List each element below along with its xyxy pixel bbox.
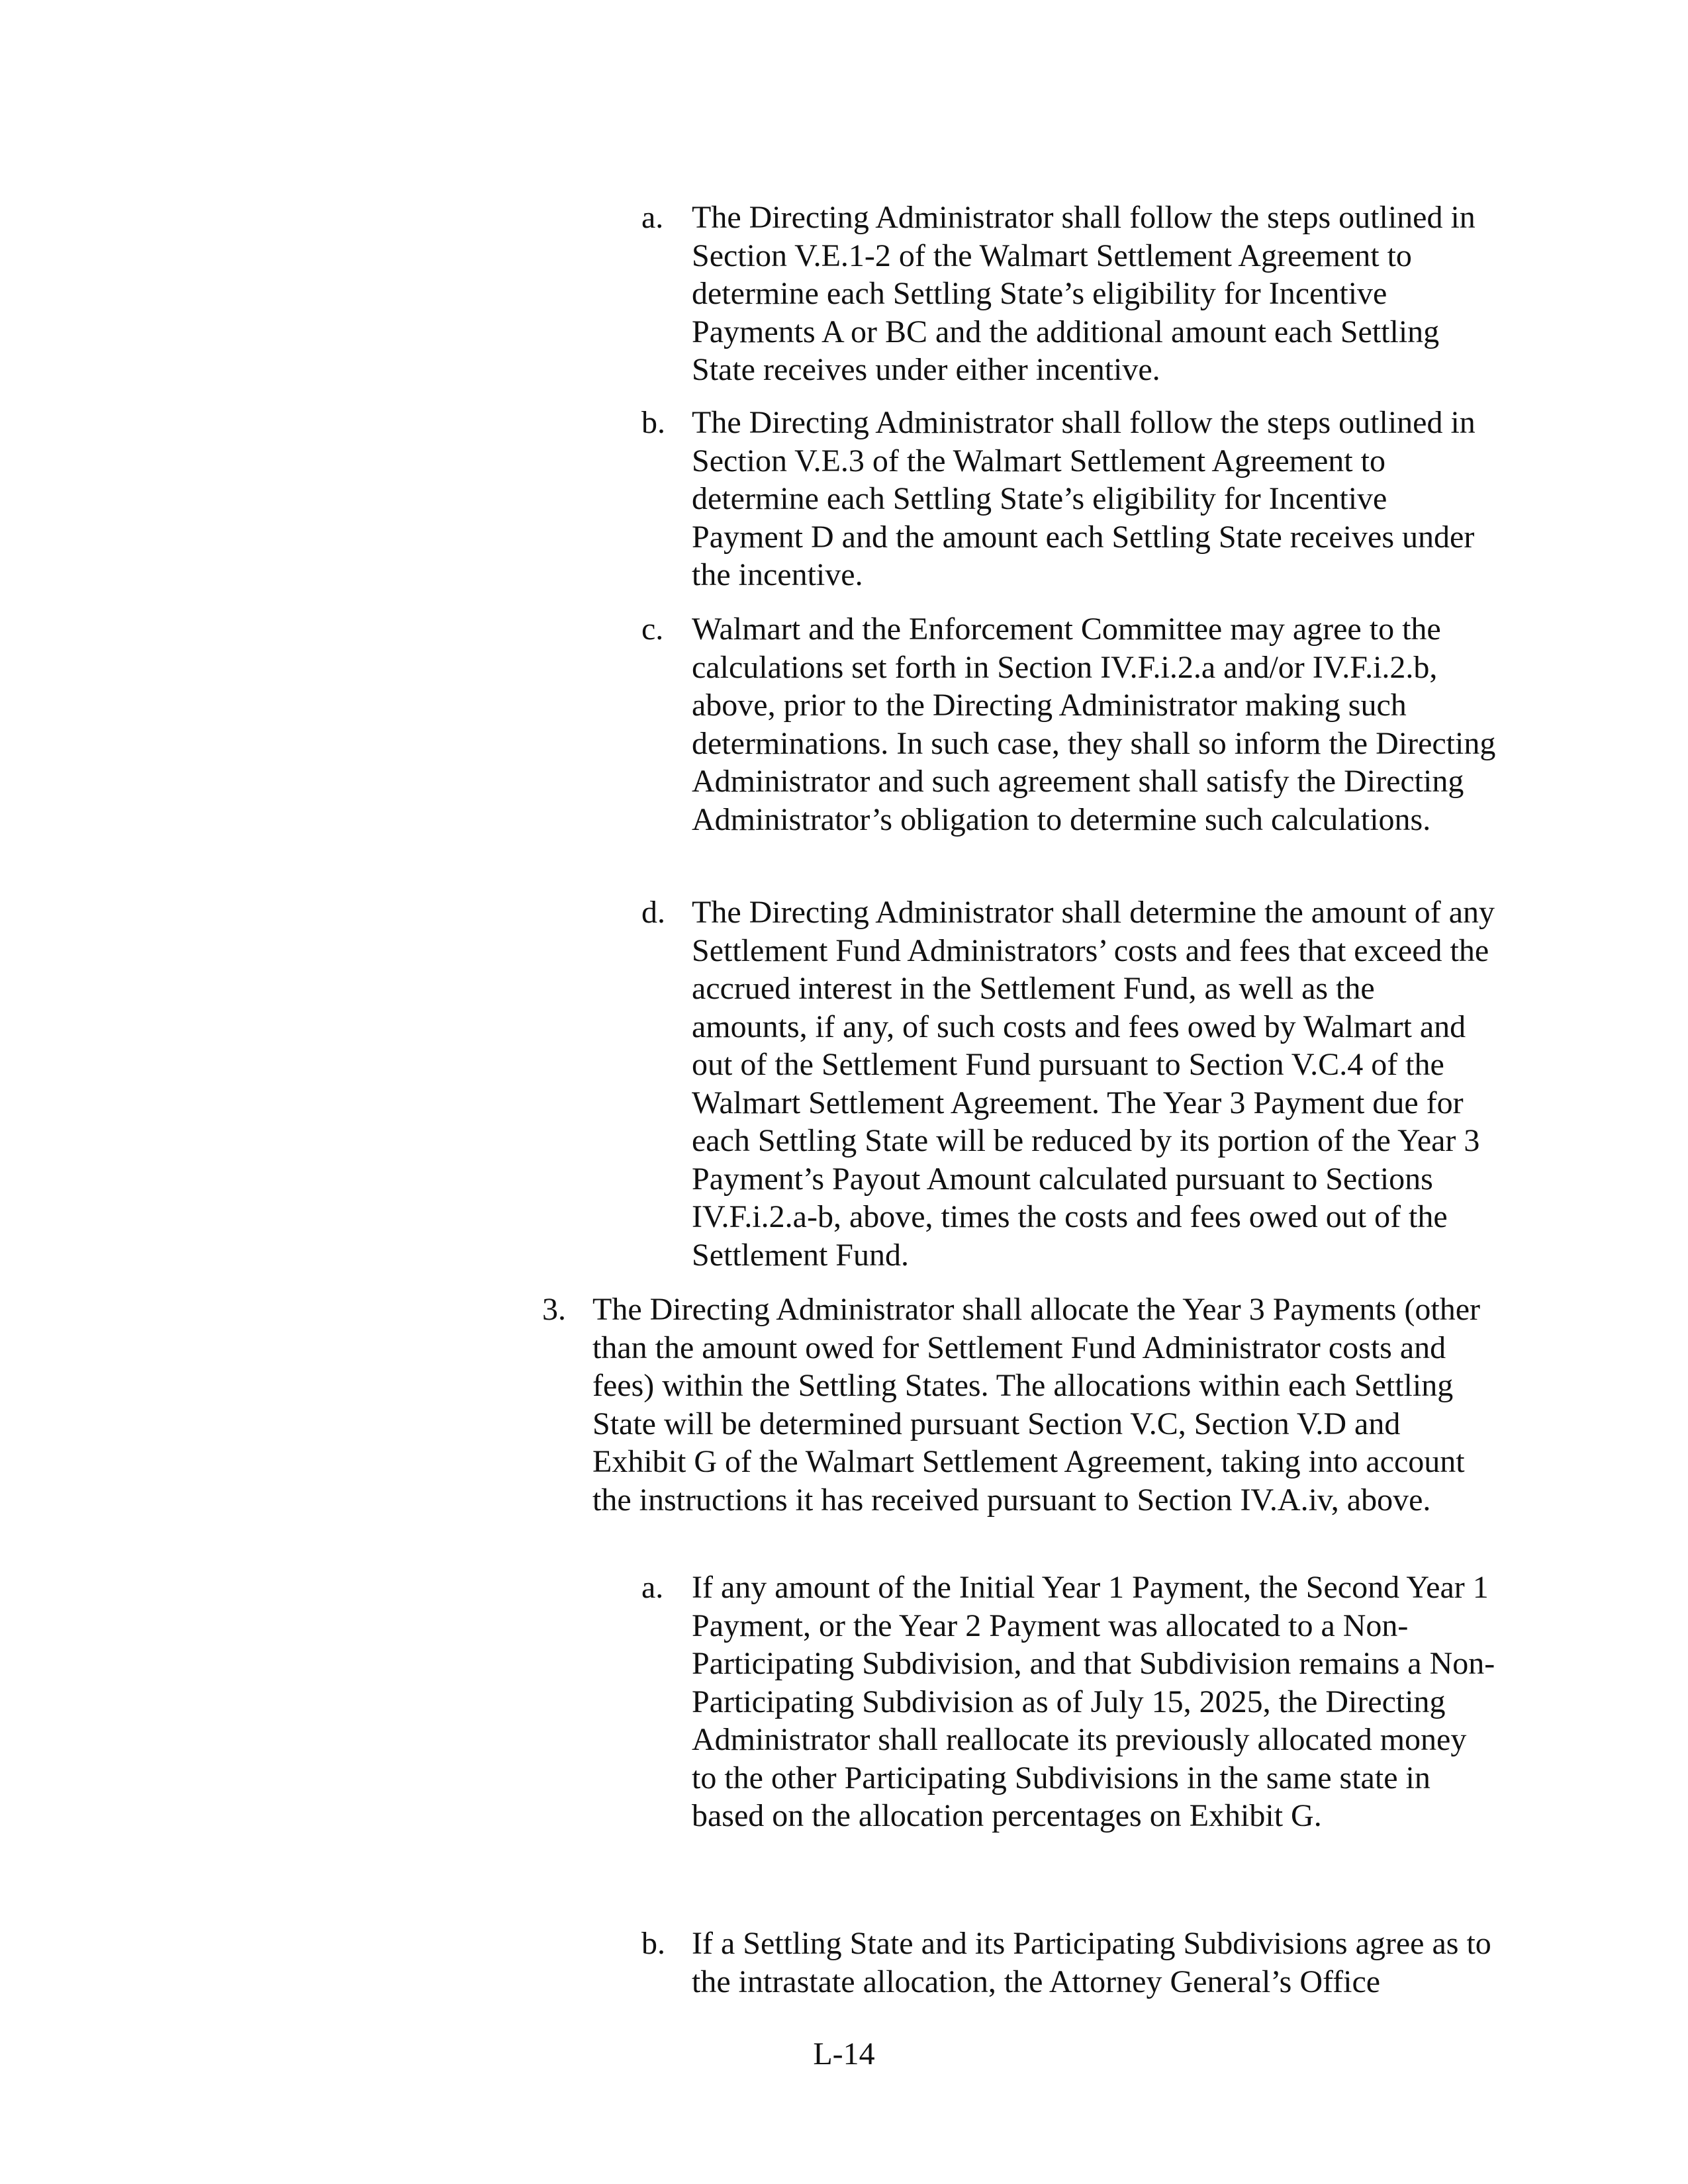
list-marker: c. — [641, 612, 664, 647]
list-marker: b. — [641, 405, 665, 440]
list-item-d-costs-and-fees — [641, 893, 1496, 1274]
list-item-text: The Directing Administrator shall follow the steps outlined in Section V.E.3 of the Walmart Settlement Agreement to determine each Settling State’s eligibility for Incentive Payment D and the amount each Settling State receives under the incentive. — [692, 405, 1476, 592]
list-item-text: The Directing Administrator shall allocate the Year 3 Payments (other than the amount owed for Settlement Fund Administrator costs and fees) within the Settling States. The allocations within each Settling State will be determined pursuant Section V.C, Section V.D and Exhibit G of the Walmart Settlement Agreement, taking into account the instructions it has received pursuant to Section IV.A.iv, above. — [592, 1292, 1480, 1518]
list-item-text: Walmart and the Enforcement Committee may agree to the calculations set forth in Section IV.F.i.2.a and/or IV.F.i.2.b, above, prior to the Directing Administrator making such determinations. In such case, they shall so inform the Directing Administrator and such agreement shall satisfy the Directing Administrator’s obligation to determine such calculations. — [692, 612, 1496, 837]
list-marker: 3. — [542, 1292, 566, 1327]
list-item-text: The Directing Administrator shall determine the amount of any Settlement Fund Administrators’ costs and fees that exceed the accrued interest in the Settlement Fund, as well as the amounts, if any, of such costs and fees owed by Walmart and out of the Settlement Fund pursuant to Section V.C.4 of the Walmart Settlement Agreement. The Year 3 Payment due for each Settling State will be reduced by its portion of the Year 3 Payment’s Payout Amount calculated pursuant to Sections IV.F.i.2.a-b, above, times the costs and fees owed out of the Settlement Fund. — [692, 895, 1495, 1273]
list-marker: a. — [641, 200, 664, 235]
list-marker: a. — [641, 1570, 664, 1605]
list-item-text: If a Settling State and its Participating Subdivisions agree as to the intrastate allocation, the Attorney General’s Office — [692, 1926, 1491, 1999]
list-item-a-reallocation — [641, 1569, 1496, 1835]
list-item-text: The Directing Administrator shall follow the steps outlined in Section V.E.1-2 of the Walmart Settlement Agreement to determine each Settling State’s eligibility for Incentive Payments A or BC and the additional amount each Settling State receives under either incentive. — [692, 200, 1476, 387]
list-item-b-intrastate-allocation — [641, 1925, 1496, 2001]
list-item-a-incentive-payments-a-bc — [641, 199, 1496, 389]
list-marker: b. — [641, 1926, 665, 1961]
page-number: L-14 — [813, 2036, 875, 2071]
list-item-3-allocate-year-3-payments — [542, 1291, 1496, 1519]
list-item-text: If any amount of the Initial Year 1 Payment, the Second Year 1 Payment, or the Year 2 Payment was allocated to a Non-Participating Subdivision, and that Subdivision remains a Non-Participating Subdivision as of July 15, 2025, the Directing Administrator shall reallocate its previously allocated money to the other Participating Subdivisions in the same state in based on the allocation percentages on Exhibit G. — [692, 1570, 1495, 1833]
list-item-c-agreed-calculations — [641, 610, 1496, 839]
list-marker: d. — [641, 895, 665, 930]
list-item-b-incentive-payment-d — [641, 404, 1496, 594]
